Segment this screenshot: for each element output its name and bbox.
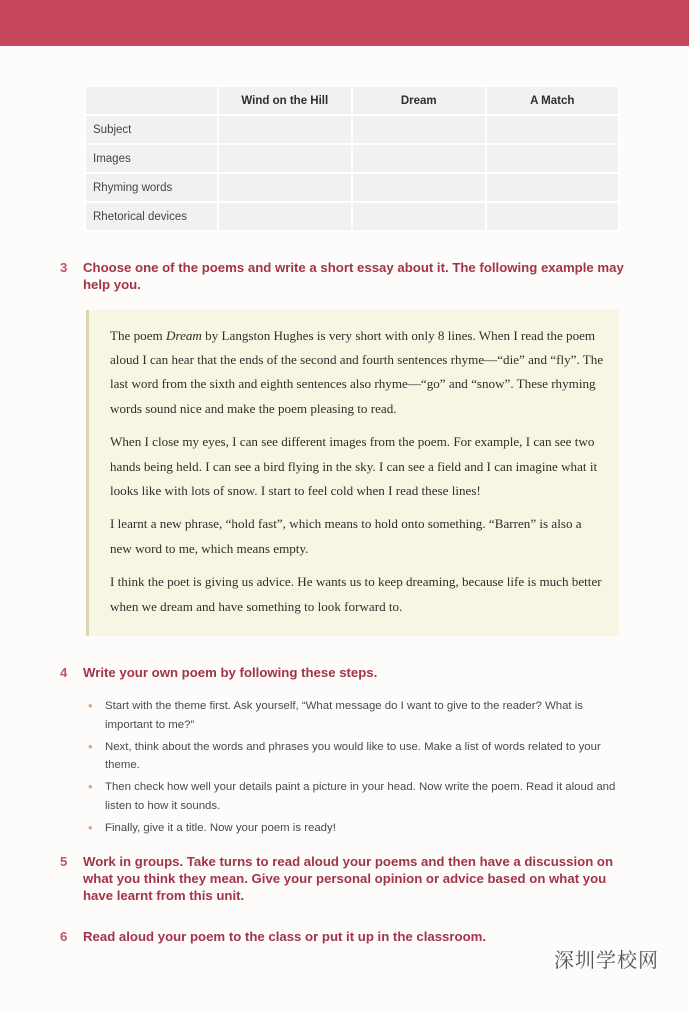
table-row (85, 144, 619, 173)
essay-text: by Langston Hughes is very short with only 8 lines. When I read the poem aloud I can hear that the ends of the second and fourth sentences rhyme—“die” and “fly”. The last word from the sixth and eighth sentences also rhyme—“go” and “snow”. These rhyming words sound nice and make the poem pleasing to read. (110, 328, 604, 416)
table-cell[interactable] (352, 115, 485, 144)
question-number: 4 (60, 665, 68, 680)
bullet-icon: • (88, 779, 93, 794)
table-row (85, 173, 619, 202)
question-number: 3 (60, 260, 68, 275)
question-text: Choose one of the poems and write a short essay about it. The following example may help you. (83, 260, 624, 292)
question-5 (60, 853, 626, 904)
table-cell[interactable] (218, 144, 352, 173)
list-item (86, 738, 626, 775)
poem-steps-list (86, 697, 626, 841)
table-cell[interactable] (486, 202, 620, 231)
row-label-rhyming-words: Rhyming words (85, 173, 218, 202)
watermark: 深圳学校网 (554, 948, 659, 972)
table-row (85, 115, 619, 144)
question-number: 5 (60, 854, 68, 869)
list-item (86, 819, 626, 838)
bullet-icon: • (88, 698, 93, 713)
table-cell[interactable] (352, 202, 485, 231)
table-cell[interactable] (352, 144, 485, 173)
table-header-row (85, 86, 619, 115)
step-text: Start with the theme first. Ask yourself, “What message do I want to give to the reader? What is important to me?” (105, 700, 583, 731)
essay-text: The poem (110, 328, 166, 343)
table-row (85, 202, 619, 231)
poem-comparison-table (84, 85, 620, 232)
bullet-icon: • (88, 738, 93, 754)
essay-paragraph-3: I learnt a new phrase, “hold fast”, which means to hold onto something. “Barren” is also a new word to me, which means empty. (110, 516, 582, 556)
table-cell[interactable] (486, 144, 620, 173)
column-header-a-match: A Match (486, 86, 620, 115)
poem-title: Dream (166, 328, 202, 343)
question-text: Write your own poem by following these steps. (83, 665, 378, 680)
table-corner-cell (85, 86, 218, 115)
table-cell[interactable] (218, 173, 352, 202)
bullet-icon: • (88, 819, 93, 835)
question-6 (60, 928, 626, 945)
essay-paragraph-4: I think the poet is giving us advice. He wants us to keep dreaming, because life is much better when we dream and have something to look forward to. (110, 574, 602, 614)
row-label-subject: Subject (85, 115, 218, 144)
row-label-rhetorical-devices: Rhetorical devices (85, 202, 218, 231)
list-item (86, 697, 626, 734)
question-3 (60, 259, 626, 293)
column-header-dream: Dream (352, 86, 485, 115)
step-text: Finally, give it a title. Now your poem is ready! (105, 821, 336, 834)
table-cell[interactable] (218, 202, 352, 231)
table-cell[interactable] (218, 115, 352, 144)
essay-paragraph-2: When I close my eyes, I can see different images from the poem. For example, I can see two hands being held. I can see a bird flying in the sky. I can see a field and I can imagine what it looks like with lots of snow. I start to feel cold when I read these lines! (110, 434, 598, 498)
row-label-images: Images (85, 144, 218, 173)
example-essay-box (86, 310, 619, 636)
step-text: Then check how well your details paint a picture in your head. Now write the poem. Read it aloud and listen to how it sounds. (105, 781, 616, 812)
step-text: Next, think about the words and phrases you would like to use. Make a list of words related to your theme. (105, 740, 601, 771)
question-4 (60, 664, 626, 681)
table-cell[interactable] (486, 115, 620, 144)
essay-paragraph-1 (110, 324, 605, 421)
question-text: Work in groups. Take turns to read aloud your poems and then have a discussion on what you think they mean. Give your personal opinion or advice based on what you have learnt from this unit. (83, 854, 614, 903)
question-number: 6 (60, 929, 68, 944)
list-item (86, 778, 626, 815)
question-text: Read aloud your poem to the class or put it up in the classroom. (83, 929, 487, 944)
column-header-wind-on-the-hill: Wind on the Hill (218, 86, 352, 115)
table-cell[interactable] (352, 173, 485, 202)
header-band (0, 0, 689, 46)
table-cell[interactable] (486, 173, 620, 202)
